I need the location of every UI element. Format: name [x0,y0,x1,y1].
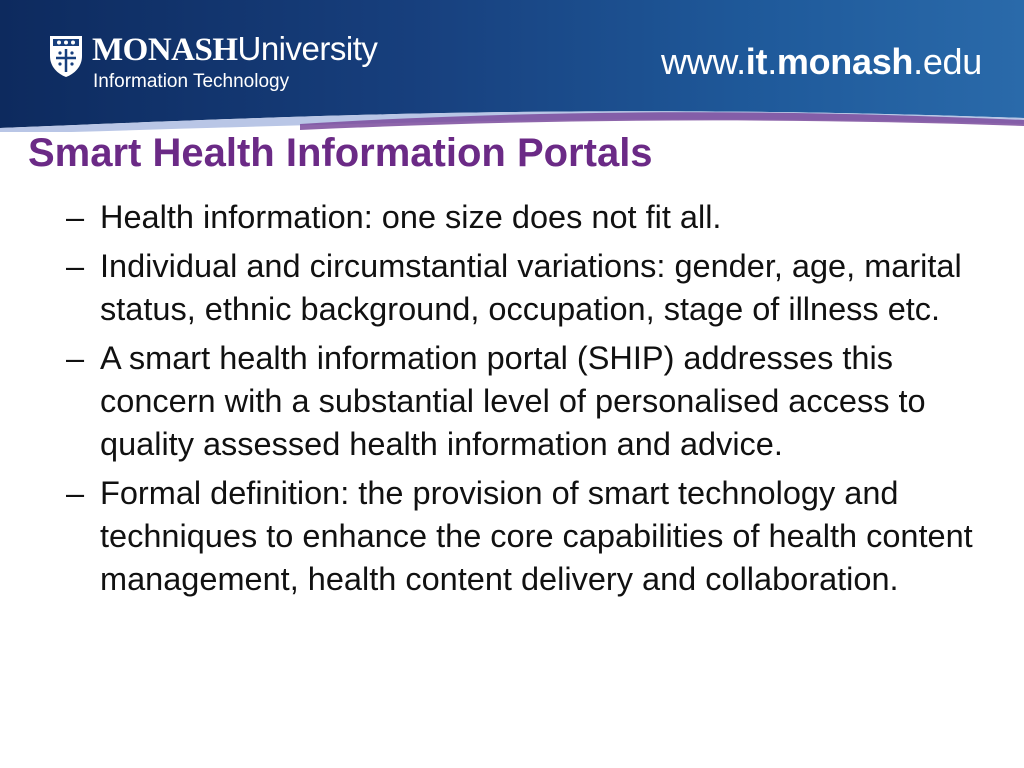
url-prefix: www. [660,41,746,82]
bullet-list [66,196,1016,607]
bullet-item [66,472,1016,601]
bullet-text: A smart health information portal (SHIP) addresses this concern with a substantial level of personalised access to quality assessed health information and advice. [100,340,926,462]
url-it: it [745,41,768,82]
url-monash: monash [776,41,914,82]
wordmark-brand: MONASH [92,32,238,68]
monash-crest-icon [48,34,84,78]
bullet-dash: – [66,340,85,376]
url-dot: . [767,41,777,82]
bullet-item [66,245,1016,331]
website-url [660,41,982,82]
bullet-dash: – [66,199,85,235]
bullet-text: Formal definition: the provision of smart technology and techniques to enhance the core capabilities of health content management, health content delivery and collaboration. [100,475,973,597]
faculty-label: Information Technology [93,71,290,92]
slide-title: Smart Health Information Portals [28,131,653,175]
url-suffix: .edu [913,41,982,82]
bullet-dash: – [66,248,85,284]
bullet-text: Individual and circumstantial variations: gender, age, marital status, ethnic background, occupation, stage of illness etc. [100,248,962,327]
monash-wordmark [92,32,377,67]
wordmark-university: University [237,30,378,67]
bullet-text: Health information: one size does not fit all. [100,199,722,235]
bullet-item [66,196,1016,239]
bullet-dash: – [66,475,85,511]
header-banner [0,0,1024,132]
bullet-item [66,337,1016,466]
